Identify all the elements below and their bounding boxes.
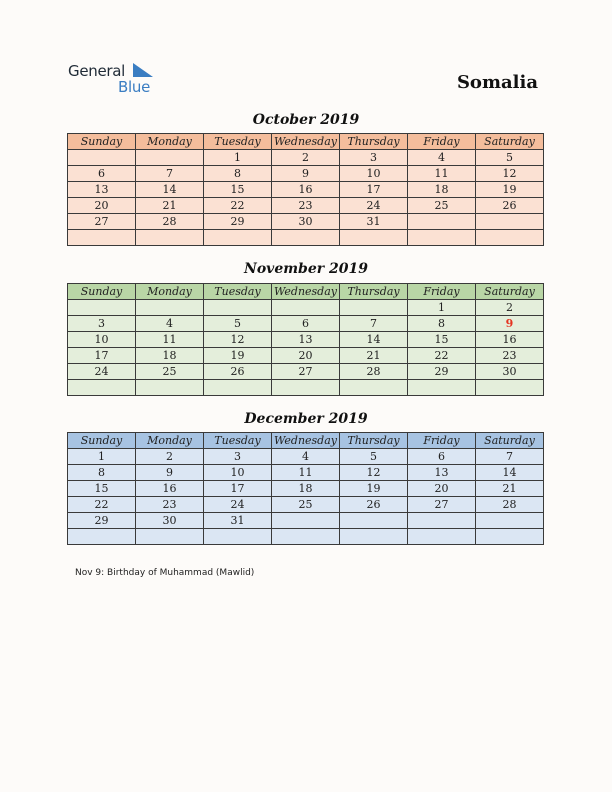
day-cell: 15: [68, 481, 136, 497]
day-cell: 8: [68, 465, 136, 481]
empty-day-cell: [136, 230, 204, 246]
month-title-october: October 2019: [252, 112, 360, 128]
empty-day-cell: [204, 529, 272, 545]
month-title-november: November 2019: [244, 261, 368, 277]
day-cell: 3: [204, 449, 272, 465]
empty-day-cell: [68, 300, 136, 316]
day-cell: 2: [272, 150, 340, 166]
weekday-header-saturday: Saturday: [476, 433, 544, 449]
empty-day-cell: [68, 150, 136, 166]
weekday-header-wednesday: Wednesday: [272, 284, 340, 300]
day-cell: 12: [204, 332, 272, 348]
day-cell: 16: [136, 481, 204, 497]
day-cell: 28: [476, 497, 544, 513]
day-cell: 6: [408, 449, 476, 465]
day-cell: 25: [136, 364, 204, 380]
empty-day-cell: [340, 513, 408, 529]
empty-day-cell: [136, 529, 204, 545]
empty-day-cell: [408, 380, 476, 396]
weekday-header-friday: Friday: [408, 284, 476, 300]
week-row: [68, 449, 544, 465]
empty-day-cell: [408, 214, 476, 230]
empty-day-cell: [408, 529, 476, 545]
day-cell: 31: [204, 513, 272, 529]
empty-day-cell: [136, 380, 204, 396]
day-cell: 14: [340, 332, 408, 348]
day-cell: 8: [204, 166, 272, 182]
day-cell: 4: [136, 316, 204, 332]
day-cell: 20: [272, 348, 340, 364]
day-cell: 30: [136, 513, 204, 529]
day-cell: 16: [476, 332, 544, 348]
empty-day-cell: [408, 230, 476, 246]
calendar-body: [68, 449, 544, 545]
empty-day-cell: [68, 529, 136, 545]
weekday-header-row: [68, 433, 544, 449]
day-cell: 6: [272, 316, 340, 332]
day-cell: 22: [204, 198, 272, 214]
weekday-header-sunday: Sunday: [68, 284, 136, 300]
day-cell: 28: [136, 214, 204, 230]
weekday-header-wednesday: Wednesday: [272, 134, 340, 150]
day-cell: 19: [476, 182, 544, 198]
empty-day-cell: [136, 300, 204, 316]
day-cell: 20: [68, 198, 136, 214]
day-cell: 24: [204, 497, 272, 513]
holiday-note: Nov 9: Birthday of Muhammad (Mawlid): [75, 568, 255, 578]
empty-day-cell: [204, 230, 272, 246]
day-cell: 9: [476, 316, 544, 332]
day-cell: 8: [408, 316, 476, 332]
day-cell: 18: [136, 348, 204, 364]
weekday-header-saturday: Saturday: [476, 284, 544, 300]
week-row: [68, 166, 544, 182]
day-cell: 1: [68, 449, 136, 465]
empty-day-cell: [476, 513, 544, 529]
day-cell: 19: [204, 348, 272, 364]
day-cell: 26: [340, 497, 408, 513]
empty-day-cell: [340, 529, 408, 545]
week-row: [68, 230, 544, 246]
day-cell: 17: [204, 481, 272, 497]
day-cell: 14: [136, 182, 204, 198]
logo-word-general: General: [68, 62, 126, 80]
day-cell: 9: [272, 166, 340, 182]
week-row: [68, 348, 544, 364]
empty-day-cell: [340, 230, 408, 246]
empty-day-cell: [68, 230, 136, 246]
week-row: [68, 332, 544, 348]
day-cell: 5: [340, 449, 408, 465]
empty-day-cell: [204, 300, 272, 316]
week-row: [68, 513, 544, 529]
empty-day-cell: [408, 513, 476, 529]
day-cell: 31: [340, 214, 408, 230]
calendar-october: [67, 133, 544, 246]
day-cell: 9: [136, 465, 204, 481]
weekday-header-monday: Monday: [136, 284, 204, 300]
day-cell: 29: [204, 214, 272, 230]
day-cell: 20: [408, 481, 476, 497]
day-cell: 26: [204, 364, 272, 380]
week-row: [68, 214, 544, 230]
week-row: [68, 198, 544, 214]
day-cell: 22: [408, 348, 476, 364]
weekday-header-row: [68, 134, 544, 150]
day-cell: 1: [204, 150, 272, 166]
day-cell: 14: [476, 465, 544, 481]
day-cell: 21: [340, 348, 408, 364]
calendar-body: [68, 150, 544, 246]
week-row: [68, 150, 544, 166]
day-cell: 1: [408, 300, 476, 316]
country-title: Somalia: [456, 72, 538, 93]
weekday-header-wednesday: Wednesday: [272, 433, 340, 449]
day-cell: 15: [408, 332, 476, 348]
day-cell: 13: [68, 182, 136, 198]
day-cell: 25: [272, 497, 340, 513]
empty-day-cell: [272, 230, 340, 246]
calendar-december: [67, 432, 544, 545]
empty-day-cell: [340, 380, 408, 396]
day-cell: 3: [68, 316, 136, 332]
day-cell: 28: [340, 364, 408, 380]
empty-day-cell: [340, 300, 408, 316]
day-cell: 23: [136, 497, 204, 513]
day-cell: 30: [476, 364, 544, 380]
week-row: [68, 316, 544, 332]
day-cell: 23: [272, 198, 340, 214]
day-cell: 6: [68, 166, 136, 182]
day-cell: 18: [408, 182, 476, 198]
day-cell: 24: [68, 364, 136, 380]
day-cell: 11: [136, 332, 204, 348]
day-cell: 13: [272, 332, 340, 348]
day-cell: 17: [340, 182, 408, 198]
day-cell: 16: [272, 182, 340, 198]
day-cell: 29: [68, 513, 136, 529]
week-row: [68, 529, 544, 545]
day-cell: 21: [136, 198, 204, 214]
day-cell: 30: [272, 214, 340, 230]
week-row: [68, 380, 544, 396]
weekday-header-thursday: Thursday: [340, 284, 408, 300]
week-row: [68, 182, 544, 198]
day-cell: 7: [136, 166, 204, 182]
day-cell: 22: [68, 497, 136, 513]
empty-day-cell: [272, 513, 340, 529]
weekday-header-saturday: Saturday: [476, 134, 544, 150]
empty-day-cell: [272, 300, 340, 316]
month-title-december: December 2019: [244, 411, 368, 427]
day-cell: 10: [340, 166, 408, 182]
day-cell: 19: [340, 481, 408, 497]
day-cell: 10: [68, 332, 136, 348]
day-cell: 7: [476, 449, 544, 465]
weekday-header-tuesday: Tuesday: [204, 433, 272, 449]
empty-day-cell: [476, 529, 544, 545]
day-cell: 21: [476, 481, 544, 497]
day-cell: 26: [476, 198, 544, 214]
day-cell: 13: [408, 465, 476, 481]
day-cell: 2: [136, 449, 204, 465]
week-row: [68, 465, 544, 481]
empty-day-cell: [272, 380, 340, 396]
generalblue-logo: [68, 62, 168, 96]
day-cell: 4: [408, 150, 476, 166]
day-cell: 12: [476, 166, 544, 182]
weekday-header-monday: Monday: [136, 134, 204, 150]
day-cell: 11: [272, 465, 340, 481]
calendar-november: [67, 283, 544, 396]
empty-day-cell: [204, 380, 272, 396]
weekday-header-sunday: Sunday: [68, 134, 136, 150]
day-cell: 11: [408, 166, 476, 182]
day-cell: 10: [204, 465, 272, 481]
weekday-header-friday: Friday: [408, 134, 476, 150]
logo-triangle-icon: [133, 63, 153, 77]
empty-day-cell: [476, 214, 544, 230]
day-cell: 12: [340, 465, 408, 481]
weekday-header-thursday: Thursday: [340, 433, 408, 449]
empty-day-cell: [272, 529, 340, 545]
empty-day-cell: [136, 150, 204, 166]
week-row: [68, 364, 544, 380]
day-cell: 7: [340, 316, 408, 332]
empty-day-cell: [68, 380, 136, 396]
day-cell: 4: [272, 449, 340, 465]
day-cell: 2: [476, 300, 544, 316]
day-cell: 18: [272, 481, 340, 497]
weekday-header-tuesday: Tuesday: [204, 284, 272, 300]
day-cell: 24: [340, 198, 408, 214]
weekday-header-friday: Friday: [408, 433, 476, 449]
weekday-header-monday: Monday: [136, 433, 204, 449]
weekday-header-thursday: Thursday: [340, 134, 408, 150]
day-cell: 29: [408, 364, 476, 380]
weekday-header-tuesday: Tuesday: [204, 134, 272, 150]
day-cell: 27: [272, 364, 340, 380]
day-cell: 15: [204, 182, 272, 198]
day-cell: 3: [340, 150, 408, 166]
logo-word-blue: Blue: [118, 78, 150, 96]
empty-day-cell: [476, 230, 544, 246]
week-row: [68, 481, 544, 497]
day-cell: 23: [476, 348, 544, 364]
calendar-body: [68, 300, 544, 396]
weekday-header-sunday: Sunday: [68, 433, 136, 449]
day-cell: 17: [68, 348, 136, 364]
day-cell: 25: [408, 198, 476, 214]
day-cell: 27: [68, 214, 136, 230]
day-cell: 5: [476, 150, 544, 166]
week-row: [68, 497, 544, 513]
empty-day-cell: [476, 380, 544, 396]
day-cell: 27: [408, 497, 476, 513]
day-cell: 5: [204, 316, 272, 332]
week-row: [68, 300, 544, 316]
weekday-header-row: [68, 284, 544, 300]
